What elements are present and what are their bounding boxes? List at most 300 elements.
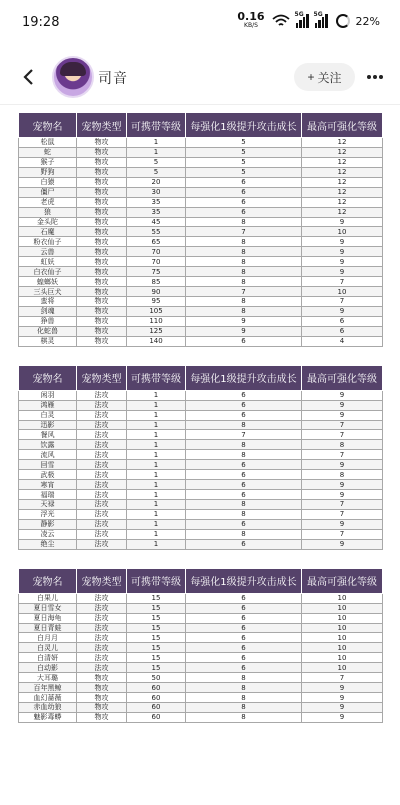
pet-name-cell: 棋灵 bbox=[19, 336, 77, 346]
max-enhance-cell: 7 bbox=[302, 450, 383, 460]
carry-level-cell: 1 bbox=[127, 529, 186, 539]
carry-level-cell: 1 bbox=[127, 400, 186, 410]
max-enhance-cell: 7 bbox=[302, 420, 383, 430]
table-row bbox=[19, 400, 383, 410]
table-row bbox=[19, 539, 383, 549]
pet-type-cell: 物攻 bbox=[77, 693, 127, 703]
pet-name-cell: 浮光 bbox=[19, 509, 77, 519]
table-row bbox=[19, 593, 383, 603]
table-row bbox=[19, 177, 383, 187]
pet-type-cell: 物攻 bbox=[77, 277, 127, 287]
pet-type-cell: 法攻 bbox=[77, 480, 127, 490]
table-row bbox=[19, 257, 383, 267]
pet-name-cell: 粉衣仙子 bbox=[19, 237, 77, 247]
max-enhance-cell: 9 bbox=[302, 480, 383, 490]
pet-name-cell: 赤血幼狼 bbox=[19, 703, 77, 713]
max-enhance-cell: 6 bbox=[302, 316, 383, 326]
column-header: 最高可强化等级 bbox=[302, 568, 383, 593]
table-row bbox=[19, 277, 383, 287]
attack-growth-cell: 6 bbox=[186, 187, 302, 197]
pet-name-cell: 大耳璐 bbox=[19, 673, 77, 683]
network-speed bbox=[237, 12, 264, 30]
attack-growth-cell: 8 bbox=[186, 247, 302, 257]
attack-growth-cell: 6 bbox=[186, 207, 302, 217]
column-header: 可携带等级 bbox=[127, 113, 186, 138]
max-enhance-cell: 9 bbox=[302, 237, 383, 247]
table-gap bbox=[18, 550, 382, 568]
table-row bbox=[19, 147, 383, 157]
max-enhance-cell: 10 bbox=[302, 633, 383, 643]
carry-level-cell: 1 bbox=[127, 440, 186, 450]
table-row bbox=[19, 316, 383, 326]
carry-level-cell: 95 bbox=[127, 297, 186, 307]
follow-button[interactable] bbox=[294, 63, 355, 91]
max-enhance-cell: 9 bbox=[302, 490, 383, 500]
pet-type-cell: 物攻 bbox=[77, 336, 127, 346]
table-row bbox=[19, 509, 383, 519]
pet-type-cell: 物攻 bbox=[77, 316, 127, 326]
table-row bbox=[19, 157, 383, 167]
carry-level-cell: 140 bbox=[127, 336, 186, 346]
attack-growth-cell: 6 bbox=[186, 410, 302, 420]
table-row bbox=[19, 287, 383, 297]
column-header: 可携带等级 bbox=[127, 568, 186, 593]
pet-type-cell: 法攻 bbox=[77, 529, 127, 539]
pet-type-cell: 物攻 bbox=[77, 138, 127, 148]
pet-type-cell: 物攻 bbox=[77, 177, 127, 187]
max-enhance-cell: 7 bbox=[302, 277, 383, 287]
pet-name-cell: 白衣仙子 bbox=[19, 267, 77, 277]
more-options-button[interactable] bbox=[364, 65, 386, 89]
column-header: 最高可强化等级 bbox=[302, 113, 383, 138]
pet-type-cell: 法攻 bbox=[77, 613, 127, 623]
attack-growth-cell: 8 bbox=[186, 450, 302, 460]
max-enhance-cell: 10 bbox=[302, 227, 383, 237]
carry-level-cell: 60 bbox=[127, 693, 186, 703]
carry-level-cell: 90 bbox=[127, 287, 186, 297]
carry-level-cell: 35 bbox=[127, 207, 186, 217]
max-enhance-cell: 4 bbox=[302, 336, 383, 346]
max-enhance-cell: 7 bbox=[302, 529, 383, 539]
network-speed-value: 0.16 bbox=[237, 10, 265, 23]
table-row bbox=[19, 519, 383, 529]
attack-growth-cell: 8 bbox=[186, 693, 302, 703]
pet-name-cell: 虹妖 bbox=[19, 257, 77, 267]
max-enhance-cell: 9 bbox=[302, 683, 383, 693]
pet-name-cell: 云兽 bbox=[19, 247, 77, 257]
max-enhance-cell: 8 bbox=[302, 470, 383, 480]
max-enhance-cell: 12 bbox=[302, 187, 383, 197]
carry-level-cell: 1 bbox=[127, 490, 186, 500]
pet-type-cell: 法攻 bbox=[77, 593, 127, 603]
table-row bbox=[19, 410, 383, 420]
attack-growth-cell: 6 bbox=[186, 460, 302, 470]
pet-name-cell: 蛇 bbox=[19, 147, 77, 157]
pet-name-cell: 狰兽 bbox=[19, 316, 77, 326]
max-enhance-cell: 10 bbox=[302, 623, 383, 633]
plus-icon: + bbox=[307, 70, 315, 84]
pet-name-cell: 蛮将 bbox=[19, 297, 77, 307]
pet-type-cell: 法攻 bbox=[77, 539, 127, 549]
more-dot-icon bbox=[373, 75, 377, 79]
pet-type-cell: 法攻 bbox=[77, 430, 127, 440]
carry-level-cell: 15 bbox=[127, 593, 186, 603]
column-header: 宠物类型 bbox=[77, 365, 127, 390]
pet-name-cell: 白动影 bbox=[19, 663, 77, 673]
pet-name-cell: 白灵儿 bbox=[19, 643, 77, 653]
column-header: 宠物名 bbox=[19, 568, 77, 593]
carry-level-cell: 60 bbox=[127, 712, 186, 722]
pet-type-cell: 法攻 bbox=[77, 643, 127, 653]
table-row bbox=[19, 703, 383, 713]
column-header: 最高可强化等级 bbox=[302, 365, 383, 390]
pet-name-cell: 白果儿 bbox=[19, 593, 77, 603]
carry-level-cell: 1 bbox=[127, 390, 186, 400]
carry-level-cell: 85 bbox=[127, 277, 186, 287]
pet-type-cell: 物攻 bbox=[77, 227, 127, 237]
pet-type-cell: 物攻 bbox=[77, 703, 127, 713]
attack-growth-cell: 8 bbox=[186, 712, 302, 722]
pet-table-magic bbox=[18, 365, 383, 550]
max-enhance-cell: 7 bbox=[302, 297, 383, 307]
pet-name-cell: 迅影 bbox=[19, 420, 77, 430]
attack-growth-cell: 8 bbox=[186, 673, 302, 683]
attack-growth-cell: 7 bbox=[186, 287, 302, 297]
table-row bbox=[19, 297, 383, 307]
column-header: 每强化1级提升攻击成长 bbox=[186, 113, 302, 138]
max-enhance-cell: 10 bbox=[302, 653, 383, 663]
attack-growth-cell: 8 bbox=[186, 257, 302, 267]
attack-growth-cell: 8 bbox=[186, 703, 302, 713]
attack-growth-cell: 6 bbox=[186, 197, 302, 207]
carry-level-cell: 15 bbox=[127, 633, 186, 643]
carry-level-cell: 15 bbox=[127, 603, 186, 613]
more-dot-icon bbox=[379, 75, 383, 79]
pet-type-cell: 物攻 bbox=[77, 157, 127, 167]
carry-level-cell: 15 bbox=[127, 643, 186, 653]
pet-type-cell: 法攻 bbox=[77, 460, 127, 470]
table-row bbox=[19, 336, 383, 346]
carry-level-cell: 75 bbox=[127, 267, 186, 277]
wifi-icon bbox=[272, 14, 290, 28]
pet-table-physical bbox=[18, 112, 383, 347]
carry-level-cell: 15 bbox=[127, 613, 186, 623]
max-enhance-cell: 9 bbox=[302, 267, 383, 277]
max-enhance-cell: 12 bbox=[302, 167, 383, 177]
pet-type-cell: 法攻 bbox=[77, 663, 127, 673]
pet-name-cell: 剑魂 bbox=[19, 306, 77, 316]
table-header-row bbox=[19, 113, 383, 138]
attack-growth-cell: 6 bbox=[186, 336, 302, 346]
max-enhance-cell: 9 bbox=[302, 306, 383, 316]
max-enhance-cell: 9 bbox=[302, 539, 383, 549]
pet-name-cell: 僵尸 bbox=[19, 187, 77, 197]
pet-name-cell: 流风 bbox=[19, 450, 77, 460]
pet-type-cell: 物攻 bbox=[77, 187, 127, 197]
pet-name-cell: 回雪 bbox=[19, 460, 77, 470]
avatar[interactable] bbox=[52, 56, 94, 98]
attack-growth-cell: 8 bbox=[186, 297, 302, 307]
pet-type-cell: 法攻 bbox=[77, 490, 127, 500]
table-row bbox=[19, 693, 383, 703]
carry-level-cell: 70 bbox=[127, 257, 186, 267]
attack-growth-cell: 6 bbox=[186, 623, 302, 633]
cellular-signal-icon bbox=[294, 11, 309, 28]
attack-growth-cell: 6 bbox=[186, 653, 302, 663]
chevron-left-icon bbox=[22, 68, 34, 86]
pet-name-cell: 血幻蔷薇 bbox=[19, 693, 77, 703]
pet-name-cell: 鸿雁 bbox=[19, 400, 77, 410]
column-header: 可携带等级 bbox=[127, 365, 186, 390]
pet-type-cell: 物攻 bbox=[77, 197, 127, 207]
carry-level-cell: 1 bbox=[127, 460, 186, 470]
pet-table-mixed bbox=[18, 568, 383, 723]
max-enhance-cell: 12 bbox=[302, 147, 383, 157]
attack-growth-cell: 9 bbox=[186, 316, 302, 326]
table-row bbox=[19, 167, 383, 177]
pet-name-cell: 寒宵 bbox=[19, 480, 77, 490]
pet-name-cell: 餐风 bbox=[19, 430, 77, 440]
carry-level-cell: 125 bbox=[127, 326, 186, 336]
pet-type-cell: 物攻 bbox=[77, 237, 127, 247]
pet-type-cell: 物攻 bbox=[77, 207, 127, 217]
pet-name-cell: 百年黑鲸 bbox=[19, 683, 77, 693]
pet-type-cell: 物攻 bbox=[77, 247, 127, 257]
table-row bbox=[19, 197, 383, 207]
pet-name-cell: 福瑞 bbox=[19, 490, 77, 500]
carry-level-cell: 1 bbox=[127, 410, 186, 420]
carry-level-cell: 15 bbox=[127, 653, 186, 663]
table-row bbox=[19, 460, 383, 470]
pet-name-cell: 天禄 bbox=[19, 500, 77, 510]
follow-label: 关注 bbox=[317, 70, 342, 85]
max-enhance-cell: 9 bbox=[302, 217, 383, 227]
header-divider bbox=[0, 104, 400, 105]
table-row bbox=[19, 217, 383, 227]
pet-name-cell: 魅影毒蟒 bbox=[19, 712, 77, 722]
max-enhance-cell: 12 bbox=[302, 177, 383, 187]
table-row bbox=[19, 633, 383, 643]
max-enhance-cell: 12 bbox=[302, 207, 383, 217]
pet-type-cell: 法攻 bbox=[77, 519, 127, 529]
pet-type-cell: 法攻 bbox=[77, 440, 127, 450]
table-row bbox=[19, 420, 383, 430]
max-enhance-cell: 10 bbox=[302, 663, 383, 673]
status-time: 19:28 bbox=[22, 15, 60, 30]
table-row bbox=[19, 227, 383, 237]
back-button[interactable] bbox=[16, 63, 40, 91]
max-enhance-cell: 8 bbox=[302, 440, 383, 450]
pet-name-cell: 武极 bbox=[19, 470, 77, 480]
attack-growth-cell: 5 bbox=[186, 157, 302, 167]
table-row bbox=[19, 187, 383, 197]
pet-name-cell: 凌云 bbox=[19, 529, 77, 539]
attack-growth-cell: 8 bbox=[186, 420, 302, 430]
pet-name-cell: 猴子 bbox=[19, 157, 77, 167]
carry-level-cell: 50 bbox=[127, 673, 186, 683]
max-enhance-cell: 6 bbox=[302, 326, 383, 336]
battery-level: 22% bbox=[355, 14, 380, 28]
table-row bbox=[19, 440, 383, 450]
carry-level-cell: 60 bbox=[127, 703, 186, 713]
pet-name-cell: 老虎 bbox=[19, 197, 77, 207]
attack-growth-cell: 6 bbox=[186, 603, 302, 613]
pet-type-cell: 物攻 bbox=[77, 257, 127, 267]
pet-type-cell: 法攻 bbox=[77, 653, 127, 663]
pet-type-cell: 物攻 bbox=[77, 673, 127, 683]
pet-name-cell: 静影 bbox=[19, 519, 77, 529]
attack-growth-cell: 8 bbox=[186, 277, 302, 287]
max-enhance-cell: 10 bbox=[302, 603, 383, 613]
table-row bbox=[19, 470, 383, 480]
column-header: 每强化1级提升攻击成长 bbox=[186, 568, 302, 593]
max-enhance-cell: 9 bbox=[302, 712, 383, 722]
max-enhance-cell: 10 bbox=[302, 613, 383, 623]
pet-type-cell: 法攻 bbox=[77, 390, 127, 400]
carry-level-cell: 70 bbox=[127, 247, 186, 257]
cellular-signal-icon-2 bbox=[313, 11, 328, 28]
signal-type-label: 5G bbox=[294, 11, 304, 18]
carry-level-cell: 65 bbox=[127, 237, 186, 247]
attack-growth-cell: 6 bbox=[186, 390, 302, 400]
carry-level-cell: 35 bbox=[127, 197, 186, 207]
table-row bbox=[19, 390, 383, 400]
pet-type-cell: 法攻 bbox=[77, 470, 127, 480]
carry-level-cell: 1 bbox=[127, 147, 186, 157]
attack-growth-cell: 8 bbox=[186, 500, 302, 510]
carry-level-cell: 1 bbox=[127, 519, 186, 529]
network-speed-unit: KB/S bbox=[244, 22, 258, 29]
attack-growth-cell: 8 bbox=[186, 509, 302, 519]
attack-growth-cell: 6 bbox=[186, 663, 302, 673]
max-enhance-cell: 12 bbox=[302, 157, 383, 167]
pet-name-cell: 白灵 bbox=[19, 410, 77, 420]
table-row bbox=[19, 663, 383, 673]
profile-header bbox=[0, 55, 400, 99]
table-header-row bbox=[19, 365, 383, 390]
table-row bbox=[19, 613, 383, 623]
pet-name-cell: 松鼠 bbox=[19, 138, 77, 148]
account-name[interactable]: 司音 bbox=[98, 71, 128, 87]
attack-growth-cell: 8 bbox=[186, 683, 302, 693]
attack-growth-cell: 7 bbox=[186, 430, 302, 440]
pet-type-cell: 法攻 bbox=[77, 450, 127, 460]
table-row bbox=[19, 653, 383, 663]
carry-level-cell: 110 bbox=[127, 316, 186, 326]
attack-growth-cell: 8 bbox=[186, 529, 302, 539]
pet-type-cell: 物攻 bbox=[77, 326, 127, 336]
attack-growth-cell: 6 bbox=[186, 593, 302, 603]
carry-level-cell: 105 bbox=[127, 306, 186, 316]
max-enhance-cell: 9 bbox=[302, 400, 383, 410]
pet-type-cell: 法攻 bbox=[77, 633, 127, 643]
pet-type-cell: 法攻 bbox=[77, 500, 127, 510]
pet-type-cell: 物攻 bbox=[77, 297, 127, 307]
carry-level-cell: 1 bbox=[127, 450, 186, 460]
carry-level-cell: 55 bbox=[127, 227, 186, 237]
column-header: 宠物名 bbox=[19, 113, 77, 138]
pet-name-cell: 蝗螂妖 bbox=[19, 277, 77, 287]
carry-level-cell: 30 bbox=[127, 187, 186, 197]
pet-name-cell: 饮露 bbox=[19, 440, 77, 450]
table-row bbox=[19, 247, 383, 257]
pet-name-cell: 白猿 bbox=[19, 177, 77, 187]
carry-level-cell: 45 bbox=[127, 217, 186, 227]
table-row bbox=[19, 683, 383, 693]
attack-growth-cell: 6 bbox=[186, 643, 302, 653]
pet-name-cell: 石魔 bbox=[19, 227, 77, 237]
pet-type-cell: 物攻 bbox=[77, 306, 127, 316]
pet-name-cell: 白清妍 bbox=[19, 653, 77, 663]
attack-growth-cell: 6 bbox=[186, 633, 302, 643]
table-row bbox=[19, 138, 383, 148]
pet-type-cell: 物攻 bbox=[77, 287, 127, 297]
carry-level-cell: 5 bbox=[127, 167, 186, 177]
pet-name-cell: 夏日海龟 bbox=[19, 613, 77, 623]
max-enhance-cell: 9 bbox=[302, 519, 383, 529]
pet-name-cell: 绝尘 bbox=[19, 539, 77, 549]
attack-growth-cell: 8 bbox=[186, 440, 302, 450]
carry-level-cell: 5 bbox=[127, 157, 186, 167]
carry-level-cell: 1 bbox=[127, 430, 186, 440]
table-row bbox=[19, 480, 383, 490]
pet-type-cell: 法攻 bbox=[77, 410, 127, 420]
status-indicators bbox=[237, 12, 380, 30]
attack-growth-cell: 6 bbox=[186, 400, 302, 410]
attack-growth-cell: 7 bbox=[186, 227, 302, 237]
attack-growth-cell: 8 bbox=[186, 306, 302, 316]
max-enhance-cell: 7 bbox=[302, 500, 383, 510]
pet-type-cell: 法攻 bbox=[77, 623, 127, 633]
table-row bbox=[19, 430, 383, 440]
max-enhance-cell: 9 bbox=[302, 460, 383, 470]
battery-icon bbox=[336, 14, 350, 28]
carry-level-cell: 1 bbox=[127, 138, 186, 148]
attack-growth-cell: 8 bbox=[186, 217, 302, 227]
attack-growth-cell: 6 bbox=[186, 177, 302, 187]
pet-type-cell: 物攻 bbox=[77, 683, 127, 693]
carry-level-cell: 1 bbox=[127, 500, 186, 510]
column-header: 宠物类型 bbox=[77, 113, 127, 138]
table-row bbox=[19, 450, 383, 460]
table-header-row bbox=[19, 568, 383, 593]
carry-level-cell: 1 bbox=[127, 420, 186, 430]
carry-level-cell: 1 bbox=[127, 470, 186, 480]
max-enhance-cell: 10 bbox=[302, 287, 383, 297]
max-enhance-cell: 9 bbox=[302, 257, 383, 267]
table-row bbox=[19, 306, 383, 316]
carry-level-cell: 1 bbox=[127, 480, 186, 490]
column-header: 宠物类型 bbox=[77, 568, 127, 593]
carry-level-cell: 20 bbox=[127, 177, 186, 187]
max-enhance-cell: 9 bbox=[302, 693, 383, 703]
table-row bbox=[19, 207, 383, 217]
table-row bbox=[19, 712, 383, 722]
attack-growth-cell: 6 bbox=[186, 539, 302, 549]
pet-name-cell: 夏日青蛙 bbox=[19, 623, 77, 633]
pet-name-cell: 化蛇兽 bbox=[19, 326, 77, 336]
max-enhance-cell: 9 bbox=[302, 703, 383, 713]
carry-level-cell: 60 bbox=[127, 683, 186, 693]
attack-growth-cell: 6 bbox=[186, 490, 302, 500]
pet-name-cell: 夏日雪女 bbox=[19, 603, 77, 613]
attack-growth-cell: 9 bbox=[186, 326, 302, 336]
carry-level-cell: 15 bbox=[127, 623, 186, 633]
attack-growth-cell: 6 bbox=[186, 480, 302, 490]
max-enhance-cell: 9 bbox=[302, 247, 383, 257]
pet-type-cell: 法攻 bbox=[77, 509, 127, 519]
max-enhance-cell: 7 bbox=[302, 430, 383, 440]
